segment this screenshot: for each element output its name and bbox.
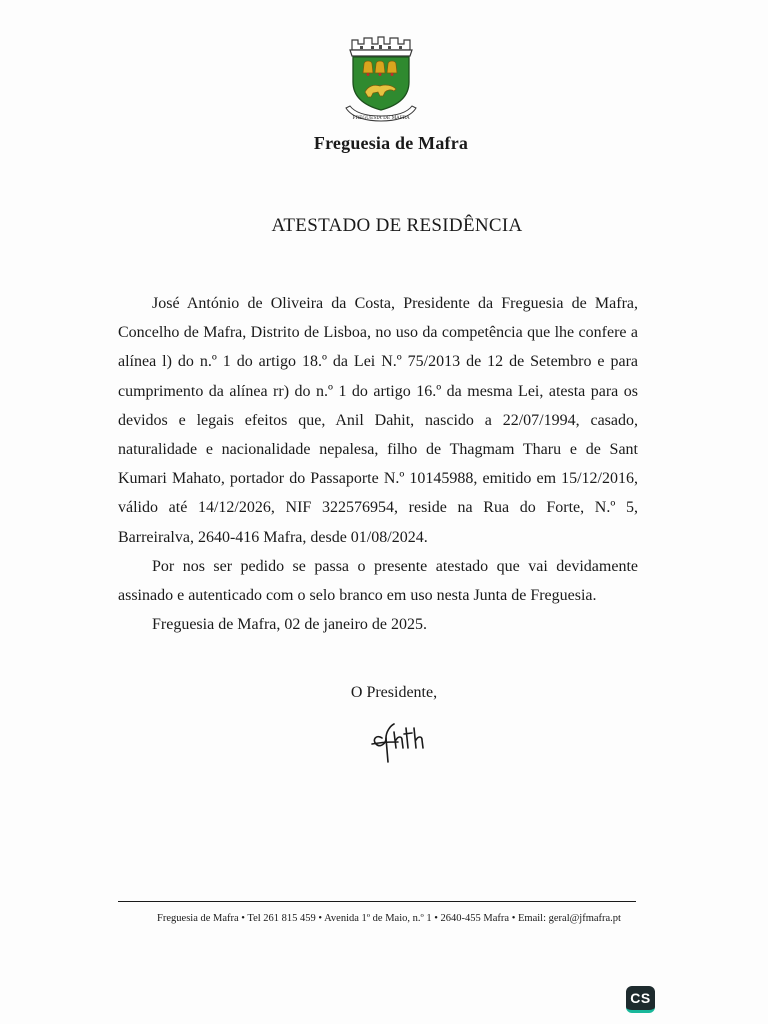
footer-divider	[118, 901, 636, 902]
body-paragraph: José António de Oliveira da Costa, Presidente da Freguesia de Mafra, Concelho de Mafra, Distrito de Lisboa, no uso da competência que lhe confere a alínea l) do n.º 1 do artigo 18.º da Lei N.º 75/2013 de 12 de Setembro e para cumprimento da alínea rr) do n.º 1 do artigo 16.º da mesma Lei, atesta para os devidos e legais efeitos que, Anil Dahit, nascido a 22/07/1994, casado, naturalidade e nacionalidade nepalesa, filho de Thagmam Tharu e de Sant Kumari Mahato, portador do Passaporte N.º 10145988, emitido em 15/12/2016, válido até 14/12/2026, NIF 322576954, reside na Rua do Forte, N.º 5, Barreiralva, 2640-416 Mafra, desde 01/08/2024.	[118, 295, 638, 546]
body-paragraph: Freguesia de Mafra, 02 de janeiro de 2025.	[152, 616, 428, 634]
signoff-label: O Presidente,	[350, 684, 438, 701]
coat-of-arms-icon	[338, 34, 422, 122]
footer-contact: Freguesia de Mafra • Tel 261 815 459 • Avenida 1º de Maio, n.º 1 • 2640-455 Mafra • Email: geral@jfmafra.pt	[157, 913, 621, 924]
crest-motto: FREGUESIA DE MAFRA	[352, 116, 410, 122]
camscanner-logo-icon: CS	[626, 986, 655, 1013]
document-body	[118, 289, 638, 639]
body-paragraph: Por nos ser pedido se passa o presente atestado que vai devidamente assinado e autenticado com o selo branco em uso nesta Junta de Freguesia.	[118, 557, 638, 605]
document-title: ATESTADO DE RESIDÊNCIA	[271, 215, 523, 236]
signature-image	[368, 718, 430, 764]
organization-name: Freguesia de Mafra	[313, 133, 469, 153]
